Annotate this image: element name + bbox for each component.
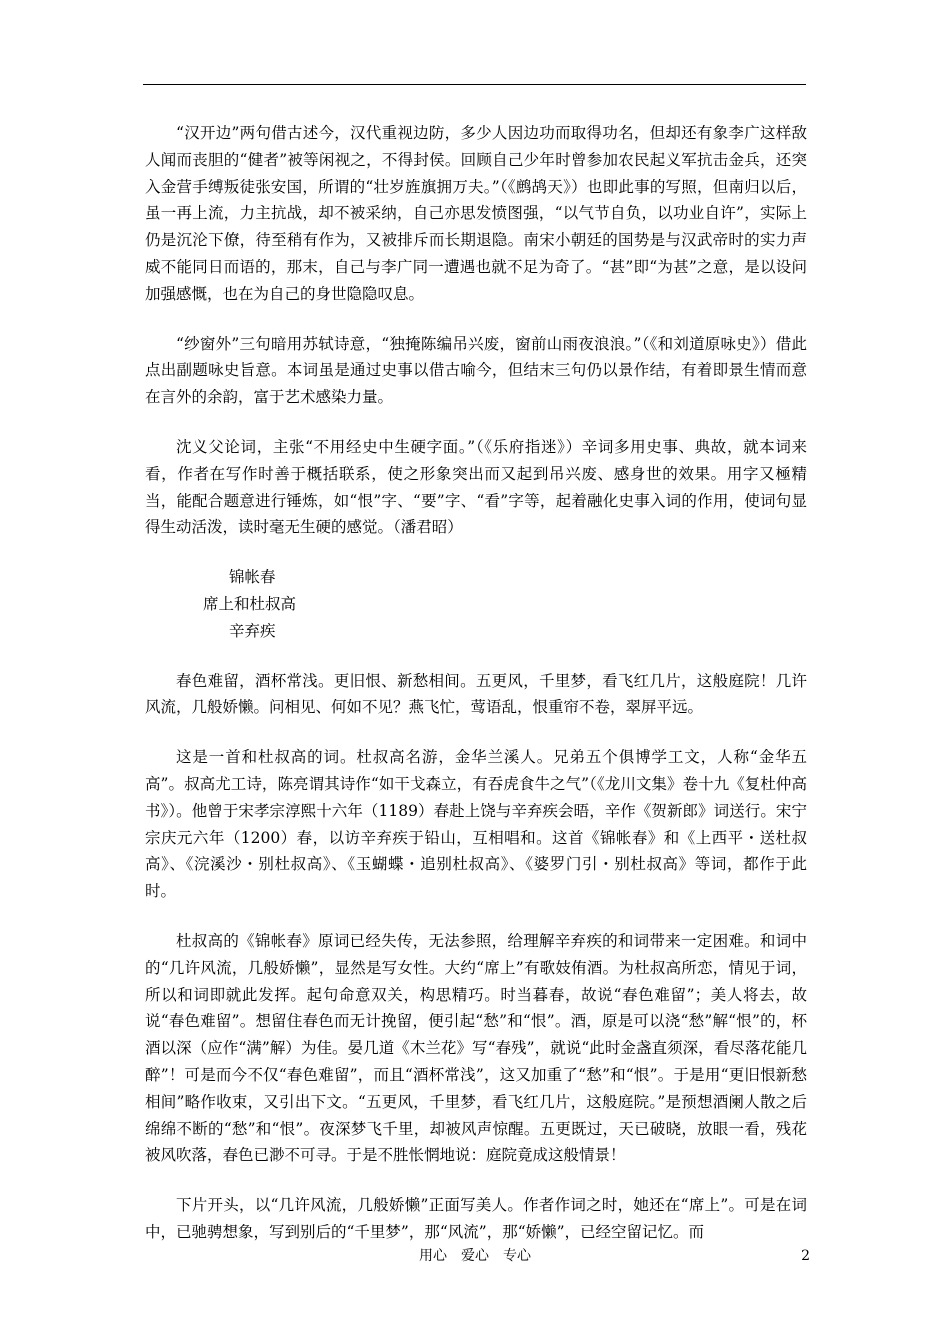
poem-title: 锦帐春	[229, 568, 276, 587]
paragraph-1: “汉开边”两句借古述今，汉代重视边防，多少人因边功而取得功名，但却还有象李广这样敌人闻而丧胆的“健者”被等闲视之，不得封侯。回顾自己少年时曾参加农民起义军抗击金兵，还突入金营手缚叛徒张安国，所谓的“壮岁旌旗拥万夫。”（《鹧鸪天》）也即此事的写照，但南归以后，虽一再上流，力主抗战，却不被采纳，自己亦思发愤图强，“以气节自负，以功业自许”，实际上仍是沉沦下僚，待至稍有作为，又被排斥而长期退隐。南宋小朝廷的国势是与汉武帝时的实力声威不能同日而语的，那末，自己与李广同一遭遇也就不足为奇了。“甚”即“为甚”之意，是以设问加强感慨，也在为自己的身世隐隐叹息。	[145, 124, 807, 303]
footer-motto: 用心 爱心 专心	[419, 1248, 531, 1264]
paragraph-4: 这是一首和杜叔高的词。杜叔高名游，金华兰溪人。兄弟五个俱博学工文，人称“金华五高”。叔高尤工诗，陈亮谓其诗作“如干戈森立，有吞虎食牛之气”（《龙川文集》卷十九《复杜仲高书》）。他曾于宋孝宗淳熙十六年（1189）春赴上饶与辛弃疾会晤，辛作《贺新郎》词送行。宋宁宗庆元六年（1200）春，以访辛弃疾于铅山，互相唱和。这首《锦帐春》和《上西平・送杜叔高》、《浣溪沙・别杜叔高》、《玉蝴蝶・追别杜叔高》、《婆罗门引・别杜叔高》等词，都作于此时。	[145, 748, 807, 901]
paragraph-6: 下片开头，以“几许风流，几般娇懒”正面写美人。作者作词之时，她还在“席上”。可是在词中，已驰骋想象，写到别后的“千里梦”，那“风流”，那“娇懒”，已经空留记忆。而	[145, 1196, 807, 1241]
poem-author: 辛弃疾	[229, 621, 276, 640]
paragraph-2: “纱窗外”三句暗用苏轼诗意，“独掩陈编吊兴废，窗前山雨夜浪浪。”（《和刘道原咏史》）借此点出副题咏史旨意。本词虽是通过史事以借古喻今，但结末三句仍以景作结，有着即景生情而意在言外的余韵，富于艺术感染力量。	[145, 334, 807, 407]
poem-text: 春色难留，酒杯常浅。更旧恨、新愁相间。五更风，千里梦，看飞红几片，这般庭院！几许风流，几般娇懒。问相见、何如不见？燕飞忙，莺语乱，恨重帘不卷，翠屏平远。	[145, 671, 807, 717]
poem-subtitle: 席上和杜叔高	[203, 594, 297, 613]
poem-heading	[145, 564, 807, 644]
page-number: 2	[801, 1248, 810, 1264]
paragraph-5: 杜叔高的《锦帐春》原词已经失传，无法参照，给理解辛弃疾的和词带来一定困难。和词中的“几许风流，几般娇懒”，显然是写女性。大约“席上”有歌妓侑酒。为杜叔高所恋，情见于词，所以和词即就此发挥。起句命意双关，构思精巧。时当暮春，故说“春色难留”；美人将去，故说“春色难留”。想留住春色而无计挽留，便引起“愁”和“恨”。酒，原是可以浇“愁”解“恨”的，杯酒以深（应作“满”解）为佳。晏几道《木兰花》写“春残”，就说“此时金盏直须深，看尽落花能几醉”！可是而今不仅“春色难留”，而且“酒杯常浅”，这又加重了“愁”和“恨”。于是用“更旧恨新愁相间”略作收束，又引出下文。“五更风，千里梦，看飞红几片，这般庭院。”是预想酒阑人散之后绵绵不断的“愁”和“恨”。夜深梦飞千里，却被风声惊醒。五更既过，天已破晓，放眼一看，残花被风吹落，春色已渺不可寻。于是不胜怅惘地说：庭院竟成这般情景！	[145, 931, 807, 1165]
paragraph-3: 沈义父论词，主张“不用经史中生硬字面。”（《乐府指迷》）辛词多用史事、典故，就本词来看，作者在写作时善于概括联系，使之形象突出而又起到吊兴废、感身世的效果。用字又極精当，能配合题意进行锤炼，如“恨”字、“要”字、“看”字等，起着融化史事入词的作用，使词句显得生动活泼，读时毫无生硬的感觉。（潘君昭）	[145, 437, 807, 537]
document-body	[145, 120, 807, 1269]
header-rule	[143, 84, 806, 85]
